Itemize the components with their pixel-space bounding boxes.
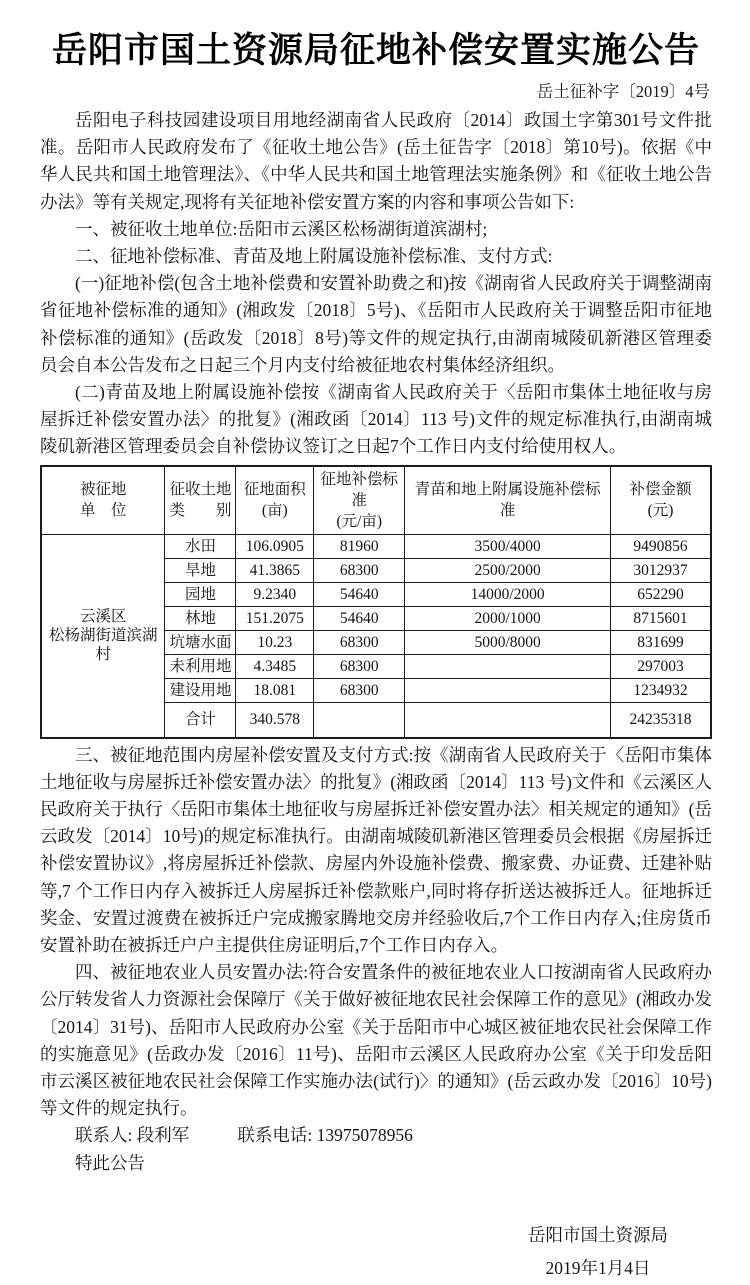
cell-standard: 68300 [314, 558, 405, 582]
cell-type: 坑塘水面 [165, 630, 236, 654]
cell-standard: 81960 [314, 534, 405, 558]
paragraph-item-four: 四、被征地农业人员安置办法:符合安置条件的被征地农业人口按湖南省人民政府办公厅转发省人力资源社会保障厅《关于做好被征地农民社会保障工作的意见》(湘政办发〔2014〕31号)、岳阳市人民政府办公室《关于岳阳市中心城区被征地农民社会保障工作的实施意见》(岳政办发〔2016〕11号)、岳阳市云溪区人民政府办公室《关于印发岳阳市云溪区被征地农民社会保障工作实施办法(试行)〉的通知》(岳云政办发〔2016〕10号)等文件的规定执行。 [40, 962, 712, 1119]
cell-seedling [405, 702, 611, 738]
cell-area: 18.081 [236, 678, 314, 702]
signature-date: 2019年1月4日 [545, 1257, 651, 1278]
unit-name-line2: 松杨湖街道滨湖村 [48, 627, 158, 664]
cell-amount: 831699 [610, 630, 711, 654]
contact-line [40, 1122, 712, 1149]
compensation-table [40, 465, 712, 739]
cell-amount: 1234932 [610, 678, 711, 702]
header-amount [610, 466, 711, 535]
paragraph-item-two-sub2: (二)青苗及地上附属设施补偿按《湖南省人民政府关于〈岳阳市集体土地征收与房屋拆迁补偿安置办法〉的批复》(湘政函〔2014〕113 号)文件的规定标准执行,由湖南城陵矶新港区管理委员会自补偿协议签订之日起7个工作日内支付给使用权人。 [40, 382, 712, 457]
cell-area: 106.0905 [236, 534, 314, 558]
compensation-table-body [41, 534, 711, 738]
header-unit [41, 466, 165, 535]
signature-block [528, 1219, 668, 1285]
cell-type: 水田 [165, 534, 236, 558]
cell-amount: 9490856 [610, 534, 711, 558]
cell-standard: 54640 [314, 606, 405, 630]
page-title: 岳阳市国土资源局征地补偿安置实施公告 [51, 31, 700, 70]
cell-seedling: 5000/8000 [405, 630, 611, 654]
cell-seedling [405, 678, 611, 702]
paragraph-item-three: 三、被征地范围内房屋补偿安置及支付方式:按《湖南省人民政府关于〈岳阳市集体土地征收与房屋拆迁补偿安置办法〉的批复》(湘政函〔2014〕113 号)文件和《云溪区人民政府关于执行〈岳阳市集体土地征收与房屋拆迁补偿安置办法〉相关规定的通知》(岳云政发〔2014〕10号)的规定标准执行。由湖南城陵矶新港区管理委员会根据《房屋拆迁补偿安置协议》,将房屋拆迁补偿款、房屋内外设施补偿费、搬家费、办证费、迁建补贴等,7 个工作日内存入被拆迁人房屋拆迁补偿款账户,同时将存折送达被拆迁人。征地拆迁奖金、安置过渡费在被拆迁户完成搬家腾地交房并经验收后,7个工作日内存入;住房货币安置补助在被拆迁户户主提供住房证明后,7个工作日内存入。 [40, 744, 712, 956]
cell-type: 合计 [165, 702, 236, 738]
cell-seedling: 2500/2000 [405, 558, 611, 582]
header-land-type [165, 466, 236, 535]
contact-person-label: 联系人: [75, 1125, 133, 1146]
table-header-row [41, 466, 711, 535]
header-area [236, 466, 314, 535]
header-standard-line1: 征地补偿标准 [320, 470, 398, 509]
cell-standard: 68300 [314, 630, 405, 654]
cell-standard: 68300 [314, 654, 405, 678]
header-land-type-line1: 征收土地 [169, 481, 232, 499]
cell-standard: 68300 [314, 678, 405, 702]
paragraph-item-two: 二、征地补偿标准、青苗及地上附属设施补偿标准、支付方式: [75, 246, 553, 267]
cell-standard [314, 702, 405, 738]
cell-seedling: 14000/2000 [405, 582, 611, 606]
header-unit-line2: 单 位 [79, 502, 127, 520]
cell-type: 建设用地 [165, 678, 236, 702]
doc-number: 岳土征补字〔2019〕4号 [536, 82, 710, 101]
cell-type: 园地 [165, 582, 236, 606]
header-seedling-line1: 青苗和地上附属设施补偿标准 [414, 481, 601, 520]
header-standard-line2: (元/亩) [336, 512, 383, 530]
cell-amount: 24235318 [610, 702, 711, 738]
cell-area: 9.2340 [236, 582, 314, 606]
cell-type: 未利用地 [165, 654, 236, 678]
header-standard [314, 466, 405, 535]
cell-seedling: 3500/4000 [405, 534, 611, 558]
cell-area: 151.2075 [236, 606, 314, 630]
contact-phone-number: 13975078956 [316, 1125, 413, 1146]
cell-type: 林地 [165, 606, 236, 630]
header-seedling [405, 466, 611, 535]
cell-area: 10.23 [236, 630, 314, 654]
unit-name-line1: 云溪区 [79, 608, 127, 626]
header-land-type-line2: 类 别 [169, 502, 232, 520]
paragraph-intro: 岳阳电子科技园建设项目用地经湖南省人民政府〔2014〕政国土字第301号文件批准。岳阳市人民政府发布了《征收土地公告》(岳土征告字〔2018〕第10号)。依据《中华人民共和国土地管理法》、《中华人民共和国土地管理法实施条例》和《征收土地公告办法》等有关规定,现将有关征地补偿安置方案的内容和事项公告如下: [40, 110, 712, 212]
header-area-line2: (亩) [261, 502, 288, 520]
cell-amount: 652290 [610, 582, 711, 606]
header-amount-line1: 补偿金额 [629, 481, 692, 499]
header-amount-line2: (元) [647, 502, 674, 520]
signature-org: 岳阳市国土资源局 [528, 1224, 668, 1245]
cell-unit [41, 534, 165, 738]
cell-standard: 54640 [314, 582, 405, 606]
cell-area: 41.3865 [236, 558, 314, 582]
cell-amount: 3012937 [610, 558, 711, 582]
cell-type: 旱地 [165, 558, 236, 582]
paragraph-item-two-sub1: (一)征地补偿(包含土地补偿费和安置补助费之和)按《湖南省人民政府关于调整湖南省征地补偿标准的通知》(湘政发〔2018〕5号)、《岳阳市人民政府关于调整岳阳市征地补偿标准的通知》(岳政发〔2018〕8号)等文件的规定执行,由湖南城陵矶新港区管理委员会自本公告发布之日起三个月内支付给被征地农村集体经济组织。 [40, 273, 712, 375]
table-row [41, 534, 711, 558]
cell-seedling: 2000/1000 [405, 606, 611, 630]
cell-area: 4.3485 [236, 654, 314, 678]
header-unit-line1: 被征地 [79, 481, 127, 499]
cell-seedling [405, 654, 611, 678]
contact-person-name: 段利军 [136, 1125, 190, 1146]
contact-phone-label: 联系电话: [237, 1125, 313, 1146]
paragraph-item-one: 一、被征收土地单位:岳阳市云溪区松杨湖街道滨湖村; [75, 218, 488, 239]
cell-amount: 8715601 [610, 606, 711, 630]
cell-area: 340.578 [236, 702, 314, 738]
header-area-line1: 征地面积 [243, 481, 306, 499]
cell-amount: 297003 [610, 654, 711, 678]
closing-statement: 特此公告 [75, 1152, 145, 1173]
